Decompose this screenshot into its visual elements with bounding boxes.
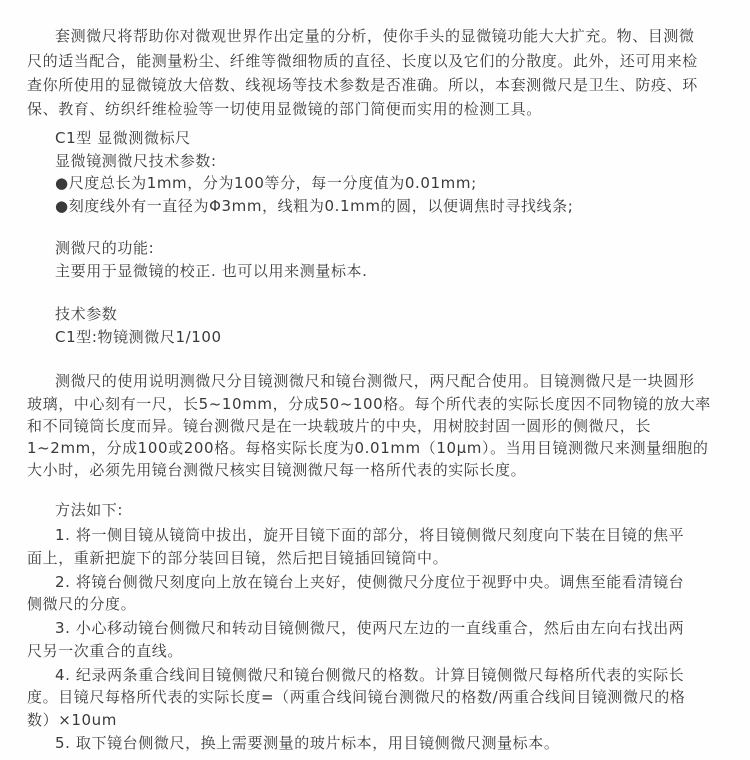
text-line: 数）×10um	[27, 711, 117, 729]
text-line: C1型:物镜测微尺1/100	[55, 328, 222, 346]
text-line: 测微尺的使用说明测微尺分目镜测微尺和镜台测微尺，两尺配合使用。目镜测微尺是一块圆形	[55, 372, 695, 390]
text-line: 方法如下:	[55, 501, 124, 519]
text-line: 度。目镜尺每格所代表的实际长度=（两重合线间镜台测微尺的格数/两重合线间目镜测微尺的格	[27, 688, 686, 706]
text-line: 技术参数	[55, 305, 118, 323]
text-line: 套测微尺将帮助你对微观世界作出定量的分析，使你手头的显微镜功能大大扩充。物、目测微	[55, 27, 695, 45]
text-line: C1型 显微测微标尺	[55, 129, 191, 147]
text-line: ●尺度总长为1mm，分为100等分，每一分度值为0.01mm;	[55, 174, 477, 192]
text-line: 尺的适当配合，能测量粉尘、纤维等微细物质的直径、长度以及它们的分散度。此外，还可用来检	[27, 52, 698, 70]
text-line: 5. 取下镜台侧微尺，换上需要测量的玻片标本，用目镜侧微尺测量标本。	[55, 734, 560, 752]
text-line: 玻璃，中心刻有一尺，长5~10mm，分成50~100格。每个所代表的实际长度因不同物镜的放大率	[27, 395, 711, 413]
text-line: 大小时，必须先用镜台测微尺核实目镜测微尺每一格所代表的实际长度。	[27, 461, 527, 479]
text-line: 查你所使用的显微镜放大倍数、线视场等技术参数是否准确。所以，本套测微尺是卫生、防疫、环	[27, 76, 698, 94]
text-line: 和不同镜筒长度而异。镜台测微尺是在一块载玻片的中央，用树胶封固一圆形的侧微尺，长	[27, 417, 652, 435]
text-line: 1. 将一侧目镜从镜筒中拔出，旋开目镜下面的部分，将目镜侧微尺刻度向下装在目镜的焦平	[55, 526, 685, 544]
text-line: 1~2mm，分成100或200格。每格实际长度为0.01mm（10µm）。当用目镜测微尺来测量细胞的	[27, 439, 709, 457]
text-line: 2. 将镜台侧微尺刻度向上放在镜台上夹好，使侧微尺分度位于视野中央。调焦至能看清镜台	[55, 573, 685, 591]
text-line: 侧微尺的分度。	[27, 595, 137, 613]
text-line: 3. 小心移动镜台侧微尺和转动目镜侧微尺，使两尺左边的一直线重合，然后由左向右找出两	[55, 619, 685, 637]
text-line: 4. 纪录两条重合线间目镜侧微尺和镜台侧微尺的格数。计算目镜侧微尺每格所代表的实际长	[55, 666, 685, 684]
text-line: 尺另一次重合的直线。	[27, 642, 184, 660]
text-line: 保、教育、纺织纤维检验等一切使用显微镜的部门简便而实用的检测工具。	[27, 100, 542, 118]
text-line: ●刻度线外有一直径为Φ3mm，线粗为0.1mm的圆，以便调焦时寻找线条;	[55, 197, 574, 215]
text-line: 显微镜测微尺技术参数:	[55, 152, 217, 170]
text-line: 面上，重新把旋下的部分装回目镜，然后把目镜插回镜筒中。	[27, 549, 449, 567]
text-line: 测微尺的功能:	[55, 239, 155, 257]
text-line: 主要用于显微镜的校正. 也可以用来测量标本.	[55, 262, 368, 280]
